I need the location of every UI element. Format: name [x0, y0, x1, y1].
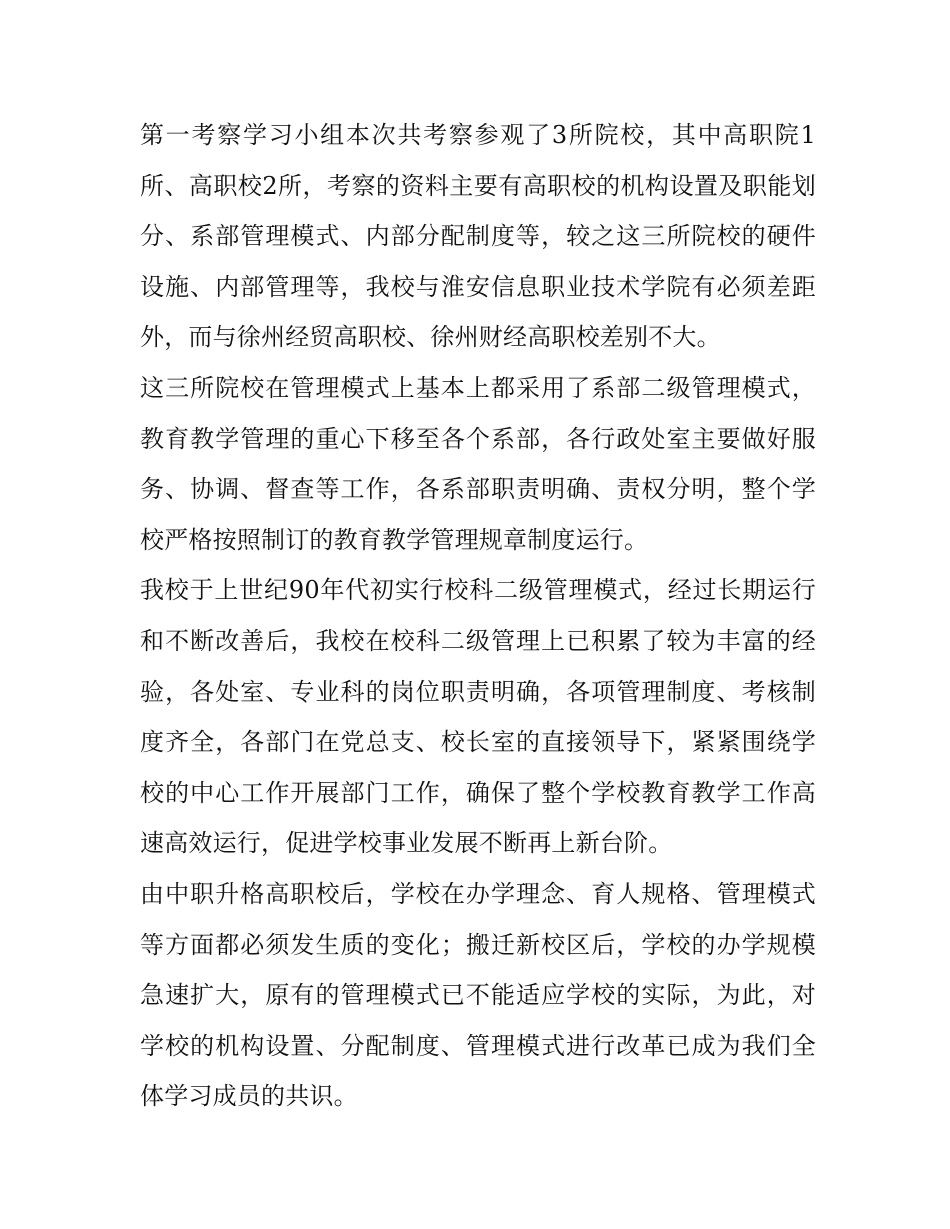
paragraph-2: 这三所院校在管理模式上基本上都采用了系部二级管理模式，教育教学管理的重心下移至各个系部，各行政处室主要做好服务、协调、督查等工作，各系部职责明确、责权分明，整个学校严格按照制订的教育教学管理规章制度运行。 [140, 373, 816, 554]
document-body [140, 110, 816, 1122]
paragraph-1: 第一考察学习小组本次共考察参观了3所院校，其中高职院1所、高职校2所，考察的资料主要有高职校的机构设置及职能划分、系部管理模式、内部分配制度等，较之这三所院校的硬件设施、内部管理等，我校与淮安信息职业技术学院有必须差距外，而与徐州经贸高职校、徐州财经高职校差别不大。 [140, 121, 816, 352]
paragraph-3: 我校于上世纪90年代初实行校科二级管理模式，经过长期运行和不断改善后，我校在校科二级管理上已积累了较为丰富的经验，各处室、专业科的岗位职责明确，各项管理制度、考核制度齐全，各部门在党总支、校长室的直接领导下，紧紧围绕学校的中心工作开展部门工作，确保了整个学校教育教学工作高速高效运行，促进学校事业发展不断再上新台阶。 [140, 576, 816, 858]
paragraph-4: 由中职升格高职校后，学校在办学理念、育人规格、管理模式等方面都必须发生质的变化；搬迁新校区后，学校的办学规模急速扩大，原有的管理模式已不能适应学校的实际，为此，对学校的机构设置、分配制度、管理模式进行改革已成为我们全体学习成员的共识。 [140, 879, 816, 1111]
